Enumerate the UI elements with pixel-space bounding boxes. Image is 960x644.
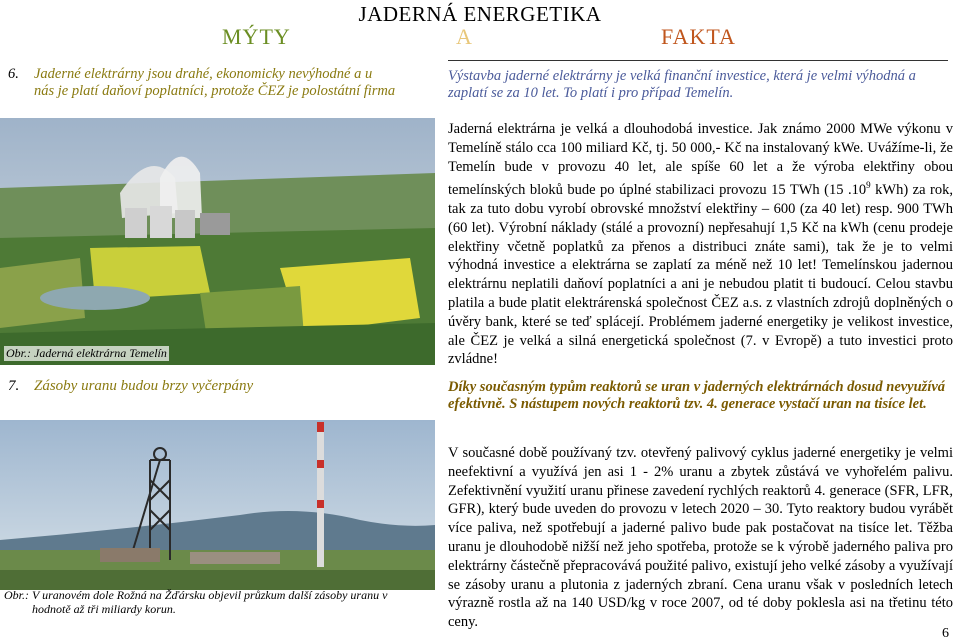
header-a: A (456, 24, 473, 49)
body-7: V současné době používaný tzv. otevřený palivový cyklus jaderné energetiky je velmi neefektivní a využívá jen asi 1 - 2% uranu a zbytek zůstává ve vyhořelém palivu. Zefektivnění využití uranu přinese zavedení rychlých reaktorů 4. generace (SFR, LFR, GFR), který bude uveden do provozu v letech 2020 – 30. Tyto reaktory budou vyrábět více paliva, než spotřebují a jaderné palivo bude pak postačovat na tisíce let. Těžba uranu je dlouhodobě nižší než jeho spotřeba, protože se k výrobě jaderného paliva pro elektrárny částečně přepracovává použité palivo, existují jeho velké zásoby a využívají se zásoby uranu a plutonia z jaderných zbraní. Cena uranu však v posledních letech výrazně rostla až na 140 USD/kg v roce 2007, od té doby poklesla asi na třetinu této ceny. (448, 445, 953, 631)
header-myty: MÝTY (222, 24, 291, 49)
rozna-photo-image (0, 420, 435, 590)
page-title: JADERNÁ ENERGETIKA (358, 2, 602, 26)
myth-6 (8, 66, 428, 100)
body-6-sup: 9 (866, 180, 871, 191)
header-fakta: FAKTA (661, 24, 736, 49)
body-6-part1: Jaderná elektrárna je velká a dlouhodobá investice. Jak známo 2000 MWe výkonu v Temelíně stálo cca 100 miliard Kč, tj. 50 000,- Kč na instalovaný kWe. Uvážíme-li, že Temelín bude v provozu 40 let, ale spíše 60 let a že výroba elektřiny obou temelínských bloků bude po úplné stabilizaci provozu 15 TWh (15 .10 (448, 121, 953, 199)
myth-7 (8, 378, 253, 395)
photo-caption-rozna-line2: hodnotě až tři miliardy korun. (32, 602, 176, 616)
body-6 (448, 120, 953, 369)
photo-caption-temelin: Obr.: Jaderná elektrárna Temelín (6, 346, 167, 360)
body-6-part2: kWh) za rok, tak za tuto dobu vyrobí obrovské množství elektřiny – 600 (za 40 let) resp. 900 TWh (60 let). Výrobní náklady (stálé a provozní) nepřesahují 1,5 Kč na kWh (cenu prodeje elektřiny včetně poplatků za přenos a distribuci znáte sami), tak že je to velmi výhodná investice a elektrárna se zaplatí za méně než 10 let! Temelínskou jadernou elektrárnu neplatili daňoví poplatníci a ani je nebudou platit ti budoucí. Celou stavbu platila a bude platit elektrárenská společnost ČEZ a.s. z vlastních zdrojů doplněných o úvěry bank, které se teď splácejí. Problémem jaderné energetiky je velikost investice, ale ČEZ je velká a silná energetická společnost (7. v Evropě) a tuto investici proto zvládne! (448, 182, 953, 368)
photo-caption-rozna (4, 588, 424, 616)
rozna-photo (0, 420, 435, 590)
temelin-photo (0, 118, 435, 365)
myth-7-text: Zásoby uranu budou brzy vyčerpány (34, 378, 254, 394)
photo-caption-rozna-line1: Obr.: V uranovém dole Rožná na Žďársku objevil průzkum další zásoby uranu v (4, 588, 388, 602)
page-number: 6 (942, 626, 949, 641)
myth-6-number: 6. (8, 66, 19, 82)
myth-6-line2: nás je platí daňoví poplatníci, protože ČEZ je polostátní firma (34, 83, 396, 99)
fact-6: Výstavba jaderné elektrárny je velká finanční investice, která je velmi výhodná a zaplatí se za 10 let. To platí i pro případ Temelín. (448, 68, 916, 101)
fact-7: Díky současným typům reaktorů se uran v jaderných elektrárnách dosud nevyužívá efektivně. S nástupem nových reaktorů tzv. 4. generace vystačí uran na tisíce let. (448, 379, 946, 412)
temelin-photo-image (0, 118, 435, 365)
myth-6-line1: Jaderné elektrárny jsou drahé, ekonomicky nevýhodné a u (34, 66, 373, 82)
myth-7-number: 7. (8, 378, 20, 394)
header-divider (448, 60, 948, 61)
